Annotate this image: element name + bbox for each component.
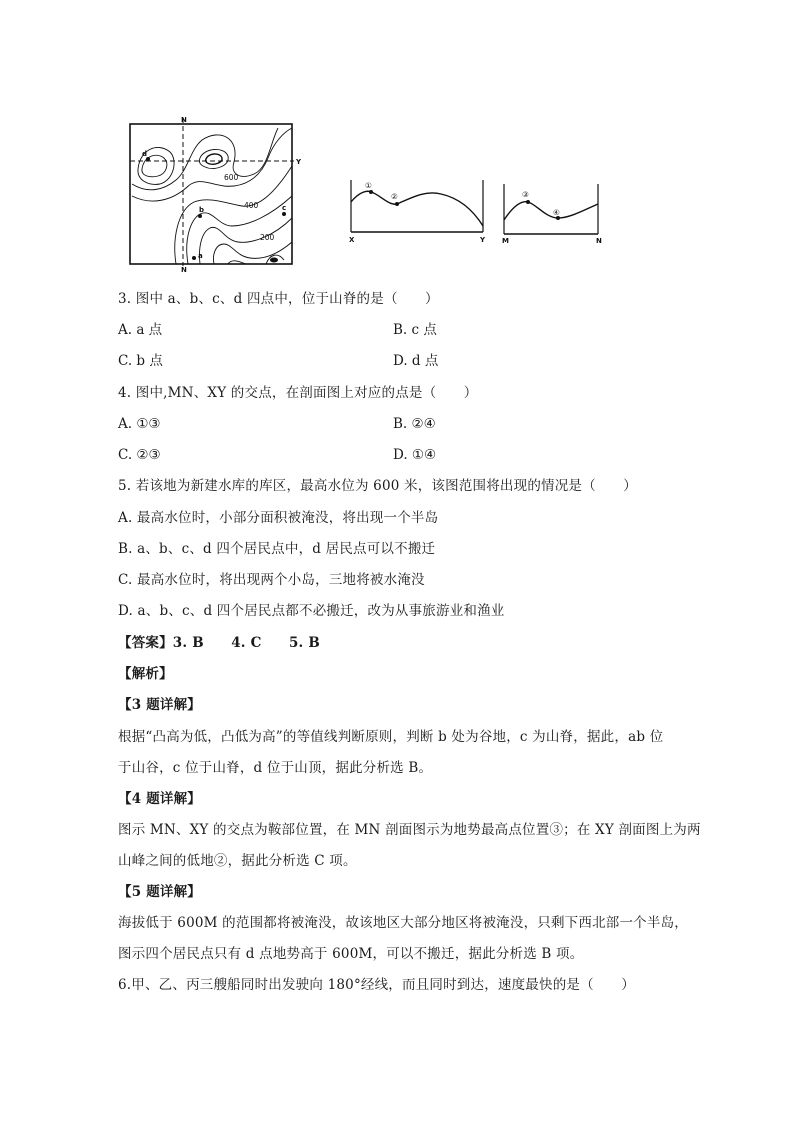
- detail5-line-2: 图示四个居民点只有 d 点地势高于 600M，可以不搬迁，据此分析选 B 项。: [118, 946, 584, 962]
- answer-line: 【答案】3. B 4. C 5. B: [118, 635, 320, 651]
- label-n-top: N: [181, 116, 187, 124]
- map-frame: [130, 124, 292, 264]
- q6-stem: 6.甲、乙、丙三艘船同时出发驶向 180°经线，而且同时到达，速度最快的是（ ）: [118, 977, 635, 993]
- profile-label-x: X: [349, 236, 355, 244]
- point-b: [198, 214, 202, 218]
- q5-option-d: D. a、b、c、d 四个居民点都不必搬迁，改为从事旅游业和渔业: [118, 603, 505, 619]
- detail5-line-1: 海拔低于 600M 的范围都将被淹没，故该地区大部分地区将被淹没，只剩下西北部一个半岛，: [118, 915, 688, 931]
- q4-stem: 4. 图中,MN、XY 的交点，在剖面图上对应的点是（ ）: [118, 385, 478, 401]
- profile-label-y: Y: [480, 236, 486, 244]
- q3-option-d: D. d 点: [393, 353, 439, 369]
- label-600: 600: [224, 173, 239, 182]
- label-y: Y: [296, 158, 302, 166]
- q5-option-c: C. 最高水位时，将出现两个小岛，三地将被水淹没: [118, 572, 425, 588]
- label-200: 200: [260, 233, 275, 242]
- detail3-line-1: 根据“凸高为低，凸低为高”的等值线判断原则，判断 b 处为谷地，c 为山脊，据此，ab 位: [118, 729, 664, 745]
- label-c: c: [282, 204, 287, 212]
- mn-profile-curve: [504, 202, 598, 220]
- profile-point-4: ④: [553, 208, 560, 217]
- q3-option-a: A. a 点: [118, 322, 163, 338]
- q5-option-a: A. 最高水位时，小部分面积被淹没，将出现一个半岛: [118, 510, 439, 526]
- detail3-line-2: 于山谷，c 位于山脊，d 位于山顶，据此分析选 B。: [118, 760, 433, 776]
- point-c: [282, 212, 286, 216]
- point-a: [192, 256, 196, 260]
- q5-option-b: B. a、b、c、d 四个居民点中，d 居民点可以不搬迁: [118, 541, 436, 557]
- contour-map-figure: [128, 114, 300, 272]
- profile-point-3: ③: [522, 190, 529, 199]
- analysis-heading: 【解析】: [118, 666, 173, 682]
- q3-option-c: C. b 点: [118, 353, 163, 369]
- profile-label-n: N: [596, 237, 602, 245]
- profile-point-2: ②: [391, 192, 398, 201]
- profile-point-1: ①: [365, 181, 372, 190]
- detail3-heading: 【3 题详解】: [118, 697, 201, 713]
- label-b: b: [199, 206, 205, 214]
- mn-profile-figure: [498, 178, 606, 244]
- q3-stem: 3. 图中 a、b、c、d 四点中，位于山脊的是（ ）: [118, 291, 439, 307]
- xy-profile-curve: [351, 191, 483, 226]
- q4-option-d: D. ①④: [393, 447, 437, 463]
- xy-profile-figure: [345, 172, 493, 244]
- label-a: a: [198, 252, 203, 260]
- label-n-bottom: N: [181, 266, 187, 274]
- label-d: d: [142, 150, 148, 158]
- q3-option-b: B. c 点: [393, 322, 437, 338]
- q4-option-a: A. ①③: [118, 416, 161, 432]
- profile-label-m: M: [502, 237, 509, 245]
- q5-stem: 5. 若该地为新建水库的库区，最高水位为 600 米，该图范围将出现的情况是（ ）: [118, 478, 637, 494]
- label-400: 400: [244, 201, 259, 210]
- detail4-heading: 【4 题详解】: [118, 791, 201, 807]
- detail4-line-2: 山峰之间的低地②，据此分析选 C 项。: [118, 853, 357, 869]
- q4-option-b: B. ②④: [393, 416, 436, 432]
- detail4-line-1: 图示 MN、XY 的交点为鞍部位置，在 MN 剖面图示为地势最高点位置③；在 XY 剖面图上为两: [118, 822, 701, 838]
- q4-option-c: C. ②③: [118, 447, 161, 463]
- detail5-heading: 【5 题详解】: [118, 884, 201, 900]
